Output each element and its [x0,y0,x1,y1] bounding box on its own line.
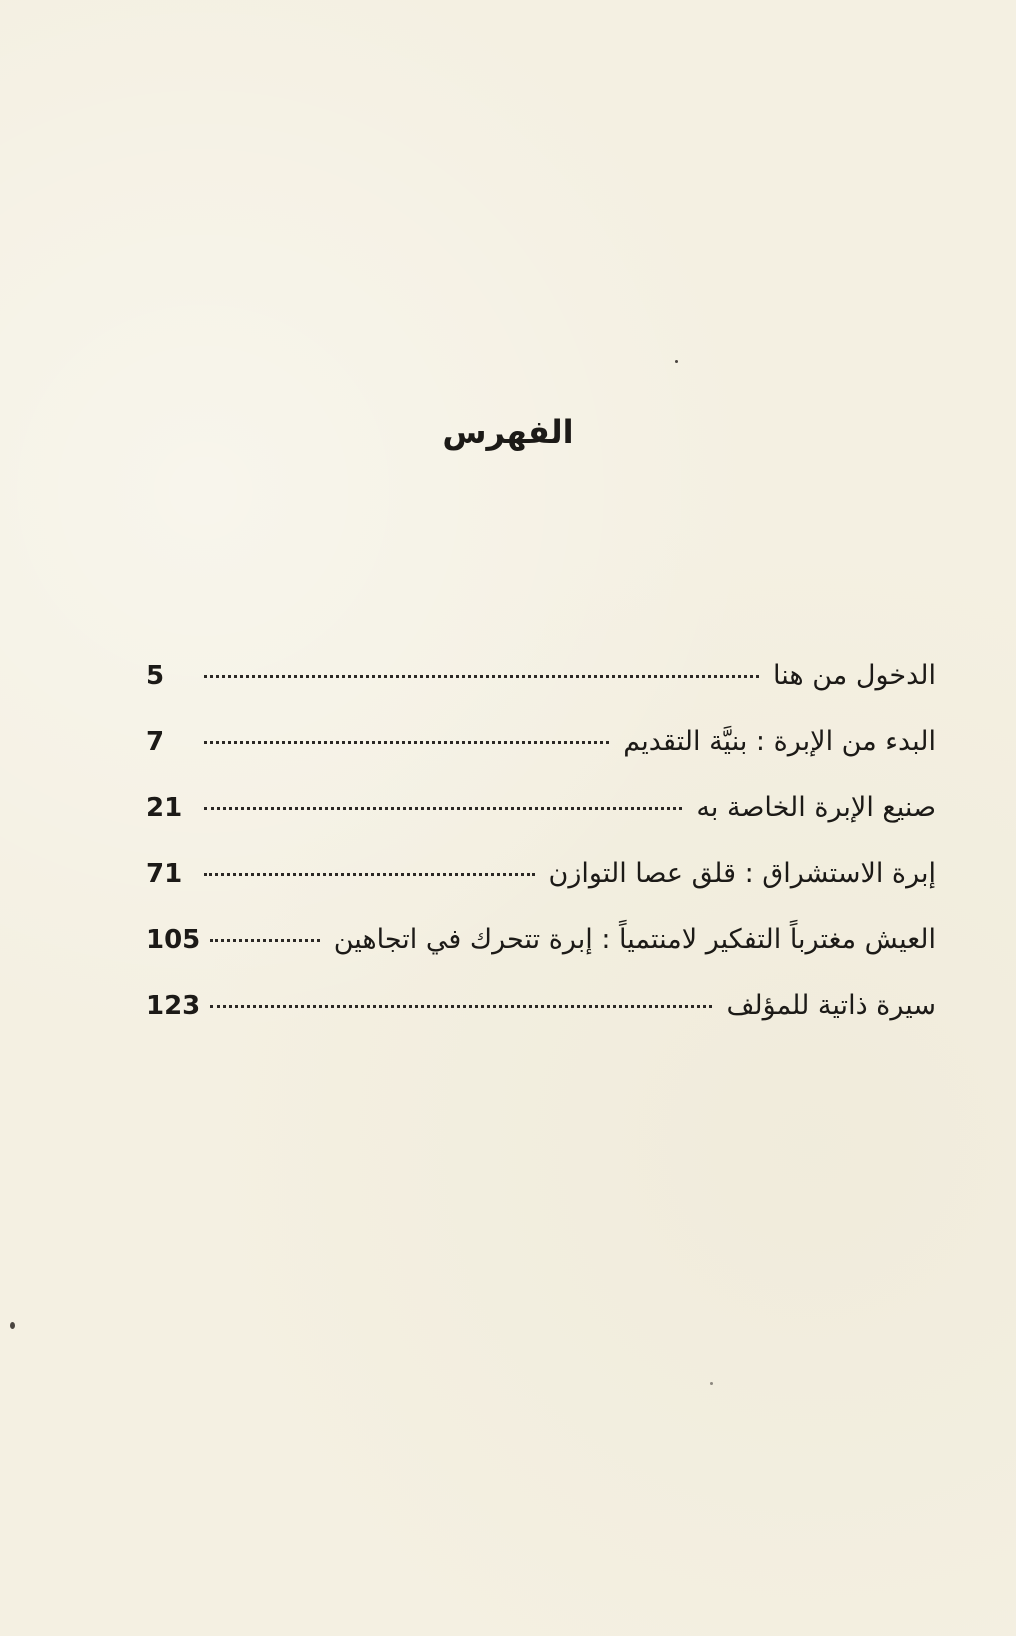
dot-leader [204,872,535,876]
page-title: الفهرس [442,413,574,451]
paper-speck [10,1322,15,1329]
toc-page-number: 5 [146,661,165,691]
toc-page-number: 71 [146,859,183,889]
toc-page-number: 123 [146,991,201,1021]
toc-page-number: 21 [146,793,183,823]
dot-leader [204,806,682,810]
toc-entry-title: الدخول من هنا [773,660,936,691]
paper-speck [710,1382,713,1385]
toc-page-number: 105 [146,925,201,955]
toc-entry-title: البدء من الإبرة : بنيَّة التقديم [623,726,936,757]
toc-page-number: 7 [146,727,165,757]
toc-row[interactable] [146,924,936,990]
paper-speck [675,360,678,363]
toc-row[interactable] [146,858,936,924]
dot-leader [210,938,319,942]
dot-leader [204,674,759,678]
toc-row[interactable] [146,660,936,726]
toc-row[interactable] [146,726,936,792]
toc-entry-title: إبرة الاستشراق : قلق عصا التوازن [548,858,936,889]
toc-row[interactable] [146,792,936,858]
dot-leader [210,1004,712,1008]
toc-entry-title: العيش مغترباً التفكير لامنتمياً : إبرة تتحرك في اتجاهين [333,924,936,955]
toc-row[interactable] [146,990,936,1056]
toc-entry-title: سيرة ذاتية للمؤلف [726,990,936,1021]
dot-leader [204,740,609,744]
toc-entry-title: صنيع الإبرة الخاصة به [696,792,936,823]
table-of-contents [146,660,936,1056]
